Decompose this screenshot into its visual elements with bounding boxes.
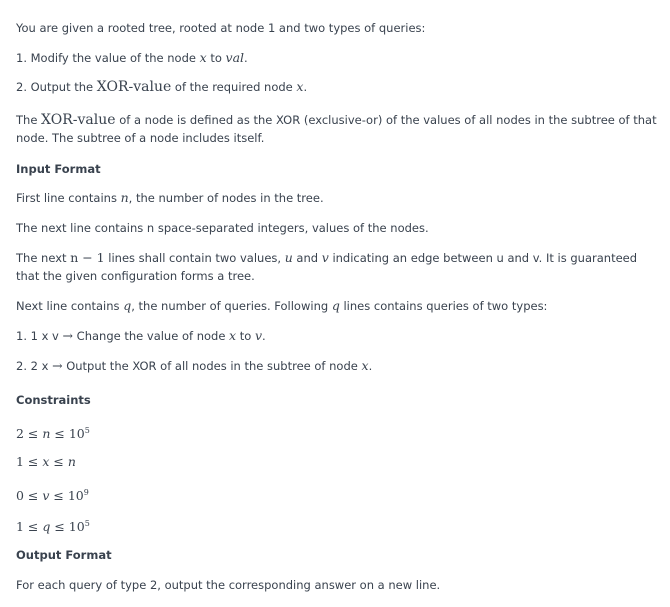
input-line-edges: The next n − 1 lines shall contain two values, u and v indicating an edge between u and v. It is guaranteed — [16, 250, 638, 265]
input-line-nodes-count: First line contains n, the number of nodes in the tree. — [16, 190, 324, 205]
query-format-type-1: 1. 1 x v → Change the value of node x to v. — [16, 328, 266, 343]
xor-value-definition-line1: The XOR-value of a node is defined as the XOR (exclusive-or) of the values of all nodes in the subtree of that — [16, 112, 657, 128]
constraint-q: $1 \le q \le 10^5$ — [16, 519, 90, 534]
constraints-heading: Constraints — [16, 393, 91, 407]
constraint-v: $0 \le v \le 10^9$ — [16, 488, 89, 503]
constraint-x: 1 ≤ x ≤ n — [16, 454, 76, 469]
input-line-edges-continued: that the given configuration forms a tree. — [16, 269, 255, 283]
input-format-heading: Input Format — [16, 162, 101, 176]
query-type-1-description: 1. Modify the value of the node x to val. — [16, 50, 248, 65]
query-format-type-2: 2. 2 x → Output the XOR of all nodes in the subtree of node x. — [16, 358, 373, 373]
constraint-n: $2 \le n \le 10^5$ — [16, 426, 90, 441]
output-format-heading: Output Format — [16, 548, 112, 562]
input-line-queries-count: Next line contains q, the number of queries. Following q lines contains queries of two types: — [16, 298, 548, 313]
input-line-node-values: The next line contains n space-separated integers, values of the nodes. — [16, 221, 429, 235]
query-type-2-description: 2. Output the XOR-value of the required node x. — [16, 79, 308, 95]
xor-value-definition-line2: node. The subtree of a node includes itself. — [16, 131, 265, 145]
intro-text: You are given a rooted tree, rooted at node 1 and two types of queries: — [16, 21, 426, 35]
output-format-text: For each query of type 2, output the corresponding answer on a new line. — [16, 578, 441, 592]
